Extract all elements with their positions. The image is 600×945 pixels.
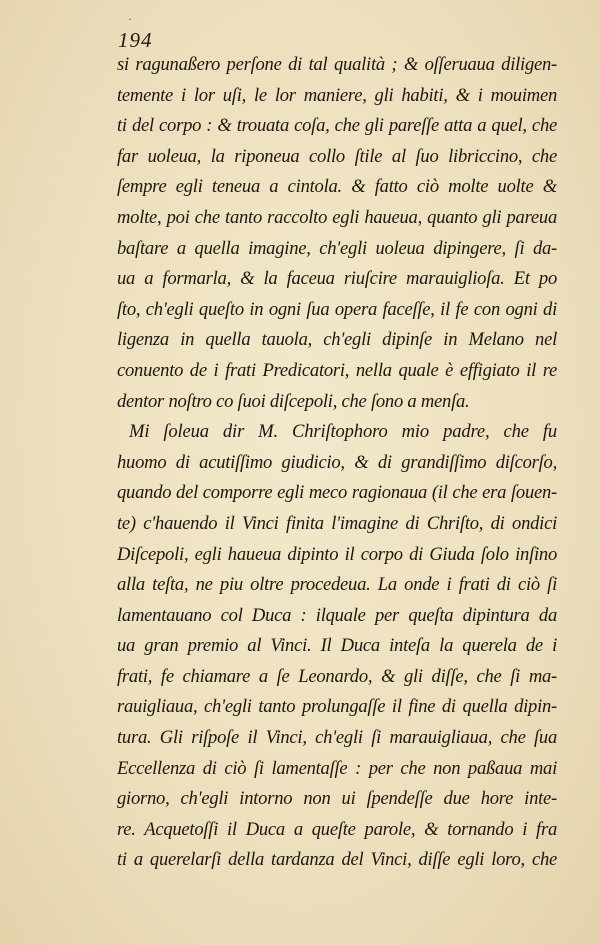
text-line: quando del comporre egli meco ragionaua (il che era ſouen-	[117, 482, 557, 504]
text-line: conuento de i frati Predicatori, nella quale è effigiato il re	[117, 359, 557, 381]
text-line: rauigliaua, ch'egli tanto prolungaſſe il fine di quella dipin-	[117, 696, 557, 718]
text-line: ti a querelarſi della tardanza del Vinci, diſſe egli loro, che	[117, 849, 557, 871]
text-line: dentor noſtro co ſuoi diſcepoli, che ſono a menſa.	[117, 390, 470, 412]
text-line: giorno, ch'egli intorno non ui ſpendeſſe due hore inte-	[117, 788, 557, 810]
paragraph-start-line: Mi ſoleua dir M. Chriſtophoro mio padre, che fu	[129, 421, 557, 443]
body-text	[117, 50, 557, 876]
text-line: tura. Gli riſpoſe il Vinci, ch'egli ſi marauigliaua, che ſua	[117, 727, 557, 749]
text-line: far uoleua, la riponeua collo ſtile al ſuo libriccino, che	[117, 145, 557, 167]
text-line: ligenza in quella tauola, ch'egli dipinſe in Melano nel	[117, 329, 557, 351]
text-line: ſempre egli teneua a cintola. & fatto ciò molte uolte &	[117, 176, 557, 198]
text-line: baſtare a quella imagine, ch'egli uoleua dipingere, ſi da-	[117, 237, 557, 259]
text-line: lamentauano col Duca : ilquale per queſta dipintura da	[117, 604, 557, 626]
text-line: ua a formarla, & la faceua riuſcire marauiglioſa. Et po	[117, 268, 557, 290]
text-line: ſto, ch'egli queſto in ogni ſua opera faceſſe, il fe con ogni di	[117, 298, 557, 320]
text-line: temente i lor uſi, le lor maniere, gli habiti, & i mouimen	[117, 84, 557, 106]
text-line: Eccellenza di ciò ſi lamentaſſe : per che non paßaua mai	[117, 757, 557, 779]
text-line: ua gran premio al Vinci. Il Duca inteſa la querela de i	[117, 635, 557, 657]
text-line: alla teſta, ne piu oltre procedeua. La onde i frati di ciò ſi	[117, 574, 557, 596]
text-line: re. Acquetoſſi il Duca a queſte parole, & tornando i fra	[117, 818, 557, 840]
text-line: te) c'hauendo il Vinci finita l'imagine di Chriſto, di ondici	[117, 512, 557, 534]
text-line: Diſcepoli, egli haueua dipinto il corpo di Giuda ſolo inſino	[117, 543, 557, 565]
text-line: molte, poi che tanto raccolto egli haueua, quanto gli pareua	[117, 206, 557, 228]
text-line: si ragunaßero perſone di tal qualità ; & oſſeruaua diligen-	[117, 54, 557, 75]
page-number: 194	[118, 28, 153, 52]
text-line: ti del corpo : & trouata coſa, che gli pareſſe atta a quel, che	[117, 115, 557, 137]
page-top-mark: ·	[128, 12, 132, 26]
text-line: frati, fe chiamare a ſe Leonardo, & gli diſſe, che ſi ma-	[117, 665, 557, 687]
text-line: huomo di acutiſſimo giudicio, & di grandiſſimo diſcorſo,	[117, 451, 557, 473]
